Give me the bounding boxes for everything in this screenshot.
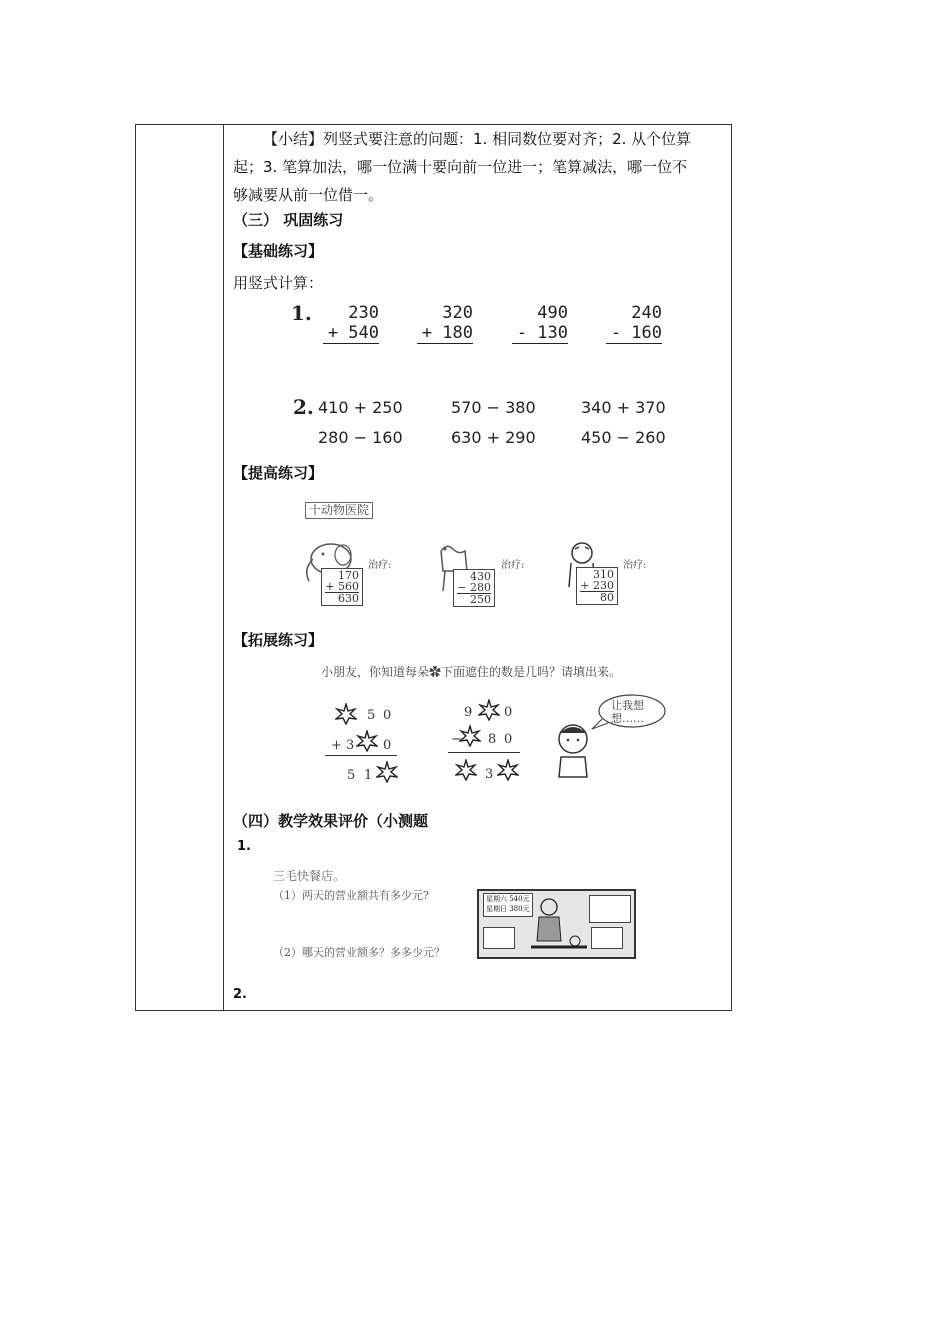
digit: 9 [464, 705, 473, 720]
problem-top: 230 [348, 303, 379, 323]
lesson-table [135, 124, 732, 1011]
digit: 0 [504, 705, 513, 720]
tiger-a: 310 [593, 568, 614, 581]
flower-cover-icon [335, 703, 357, 725]
q1-number: 1. [291, 301, 312, 325]
extend-prompt: 小朋友，你知道每朵✿下面遮住的数是几吗？请填出来。 [321, 665, 622, 679]
content-cell [233, 125, 723, 1010]
problem-bottom: + 180 [417, 323, 473, 344]
camel-b: − 280 [457, 581, 491, 594]
sales-sign [483, 893, 533, 917]
quiz-number-2: 2. [233, 987, 247, 1002]
camel-problem [453, 569, 495, 607]
tiger-b: + 230 [580, 579, 614, 592]
digit: 0 [383, 738, 392, 753]
digit: 1 [364, 768, 373, 783]
elephant-c: 630 [338, 592, 359, 605]
digit: 5 [347, 768, 356, 783]
vertical-problem [512, 303, 568, 344]
shop-owner-icon [531, 897, 587, 953]
digit: 8 [488, 732, 497, 747]
q2-item: 450 − 260 [581, 428, 666, 447]
digit: 3 [485, 767, 494, 782]
tiger-c: 80 [600, 591, 614, 604]
camel-a: 430 [470, 570, 491, 583]
problem-top: 240 [631, 303, 662, 323]
digit: 0 [504, 732, 513, 747]
problem-top: 490 [537, 303, 568, 323]
flower-cover-icon [459, 725, 481, 747]
quiz-question-2: （2）哪天的营业额多？多多少元？ [273, 946, 445, 959]
tiger-problem [576, 567, 618, 605]
basic-practice-title: 【基础练习】 [233, 242, 324, 260]
summary-line-3: 够减要从前一位借一。 [233, 186, 384, 204]
cure-label: 治疗: [501, 560, 525, 571]
quiz-question-1: （1）两天的营业额共有多少元? [273, 889, 429, 902]
cure-label: 治疗: [368, 560, 392, 571]
calc-label: 用竖式计算： [233, 274, 324, 292]
flower-cover-icon [376, 761, 398, 783]
vertical-problem [606, 303, 662, 344]
digit: 5 [367, 708, 376, 723]
hospital-sign: 十动物医院 [305, 502, 373, 519]
cure-label: 治疗: [623, 560, 647, 571]
quiz-number-1: 1. [237, 839, 251, 854]
left-column [136, 125, 224, 1010]
elephant-b: + 560 [325, 580, 359, 593]
section-3-title: （三） 巩固练习 [233, 211, 344, 229]
answer-box [591, 927, 623, 949]
sales-saturday: 星期六 540元 [486, 895, 530, 903]
digit: 0 [383, 708, 392, 723]
q2-item: 630 + 290 [451, 428, 536, 447]
digit: − [451, 732, 462, 747]
advanced-practice-title: 【提高练习】 [233, 464, 324, 482]
problem-bottom: + 540 [323, 323, 379, 344]
flower-cover-icon [455, 759, 477, 781]
q2-item: 410 + 250 [318, 398, 403, 417]
flower-cover-icon [356, 730, 378, 752]
bubble-text: 让我想想…… [611, 699, 644, 725]
q2-item: 340 + 370 [581, 398, 666, 417]
q2-item: 570 − 380 [451, 398, 536, 417]
camel-c: 250 [470, 593, 491, 606]
vertical-problem [323, 303, 379, 344]
flower-cover-icon [497, 759, 519, 781]
window-icon [589, 895, 631, 923]
q2-item: 280 − 160 [318, 428, 403, 447]
problem-bottom: - 130 [512, 323, 568, 344]
summary-line-1: 【小结】列竖式要注意的问题：1. 相同数位要对齐；2. 从个位算 [263, 130, 692, 148]
elephant-problem [321, 568, 363, 606]
vertical-problem [417, 303, 473, 344]
digit: + 3 [331, 738, 355, 753]
problem-top: 320 [442, 303, 473, 323]
summary-line-2: 起；3. 笔算加法，哪一位满十要向前一位进一；笔算减法，哪一位不 [233, 158, 688, 176]
shop-name: 三毛快餐店。 [273, 869, 346, 883]
q2-number: 2. [293, 395, 314, 419]
elephant-a: 170 [338, 569, 359, 582]
problem-bottom: - 160 [606, 323, 662, 344]
difference-line [448, 752, 520, 753]
section-4-title: （四）教学效果评价（小测题 [233, 812, 429, 830]
sum-line [325, 755, 397, 756]
answer-box [483, 927, 515, 949]
sales-sunday: 星期日 380元 [486, 905, 530, 913]
flower-cover-icon [478, 699, 500, 721]
shop-illustration [477, 889, 636, 959]
extension-practice-title: 【拓展练习】 [233, 631, 324, 649]
